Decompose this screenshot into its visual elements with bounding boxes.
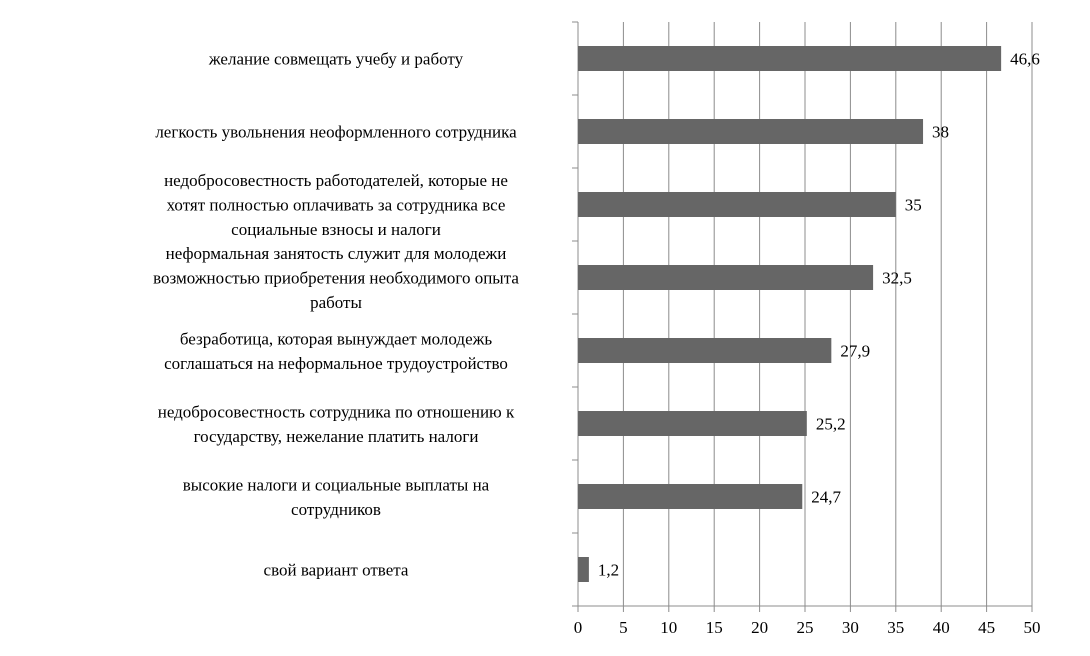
data-label: 27,9: [840, 341, 871, 361]
x-tick-label: 25: [796, 618, 814, 637]
x-tick-label: 5: [619, 618, 628, 637]
data-label: 35: [904, 195, 922, 215]
data-label: 38: [932, 122, 950, 142]
bar: [578, 411, 807, 436]
data-label: 32,5: [882, 268, 912, 288]
x-tick-label: 0: [573, 618, 583, 637]
x-tick-label: 45: [978, 618, 996, 637]
bar: [578, 119, 923, 144]
bar: [578, 338, 831, 363]
category-label: свой вариант ответа: [263, 560, 409, 580]
category-label: желание совмещать учебу и работу: [208, 49, 464, 69]
category-labels: [153, 50, 519, 580]
category-label: высокие налоги и социальные выплаты на сотрудников: [182, 475, 490, 519]
x-tick-label: 35: [887, 618, 905, 637]
category-label: недобросовестность работодателей, которые не хотят полностью оплачивать за сотрудника все социальные взносы и налоги: [164, 171, 508, 239]
bar: [578, 484, 802, 509]
bar: [578, 265, 873, 290]
bar: [578, 557, 589, 582]
bar: [578, 192, 896, 217]
category-label: недобросовестность сотрудника по отношению к государству, нежелание платить налоги: [157, 402, 515, 446]
data-label: 24,7: [811, 487, 842, 507]
data-label: 46,6: [1010, 49, 1040, 69]
x-tick-label: 15: [705, 618, 723, 637]
gridlines: [572, 22, 1032, 612]
data-label: 1,2: [597, 560, 620, 580]
category-label: неформальная занятость служит для молодежи возможностью приобретения необходимого опыта работы: [153, 244, 519, 312]
x-axis-ticks: [574, 618, 1041, 637]
bar: [578, 46, 1001, 71]
category-label: безработица, которая вынуждает молодежь соглашаться на неформальное трудоустройство: [164, 329, 508, 373]
x-tick-label: 30: [841, 618, 859, 637]
x-tick-label: 40: [932, 618, 950, 637]
data-label: 25,2: [815, 414, 846, 434]
x-tick-label: 10: [660, 618, 678, 637]
x-tick-label: 20: [751, 618, 769, 637]
x-tick-label: 50: [1023, 618, 1041, 637]
category-label: легкость увольнения неоформленного сотрудника: [155, 122, 517, 142]
